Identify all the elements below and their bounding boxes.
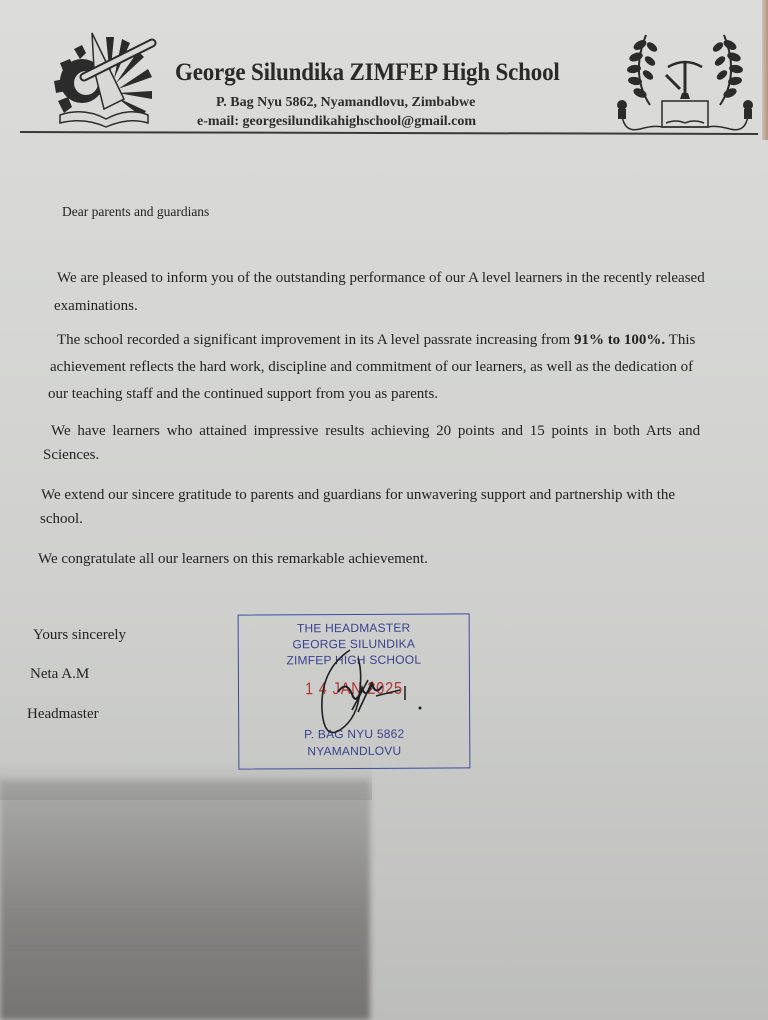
laurel-crest-logo-icon [610, 25, 760, 135]
paragraph-line: We have learners who attained impressive results achieving 20 points and 15 points in both Arts and [51, 423, 701, 439]
paragraph-line: achievement reflects the hard work, discipline and commitment of our learners, as well as the dedication of [50, 359, 694, 375]
stamp-town: NYAMANDLOVU [307, 743, 402, 759]
paragraph-text: The school recorded a significant improvement in its A level passrate increasing from [57, 332, 571, 348]
school-email: e-mail: georgesilundikahighschool@gmail.com [197, 114, 477, 129]
page-edge [762, 0, 768, 140]
signatory-title: Headmaster [27, 706, 99, 722]
paragraph-line: We congratulate all our learners on this remarkable achievement. [38, 551, 428, 567]
stamp-date: 1 4 JAN 2025 [305, 678, 403, 699]
school-name: George Silundika ZIMFEP High School [175, 59, 560, 86]
salutation: Dear parents and guardians [62, 204, 210, 219]
gear-book-logo-icon [44, 29, 164, 129]
paragraph-line: Sciences. [43, 447, 100, 463]
signature-icon [280, 630, 440, 750]
passrate-highlight: 91% to 100%. [573, 332, 666, 348]
signatory-name: Neta A.M [30, 666, 90, 682]
stamp-school: GEORGE SILUNDIKA [292, 636, 416, 652]
paragraph-line: our teaching staff and the continued support from you as parents. [48, 386, 439, 402]
paragraph-line: examinations. [54, 298, 138, 314]
closing: Yours sincerely [33, 627, 127, 643]
stamp-title: THE HEADMASTER [296, 620, 411, 636]
paragraph-line [57, 332, 695, 349]
paragraph-line: We extend our sincere gratitude to parents and guardians for unwavering support and partnership with the [41, 487, 676, 503]
school-address: P. Bag Nyu 5862, Nyamandlovu, Zimbabwe [216, 95, 476, 110]
paragraph-line: school. [40, 511, 83, 527]
paragraph-text: This [665, 332, 696, 348]
stamp-address: P. BAG NYU 5862 [304, 726, 405, 742]
letterhead [20, 25, 760, 140]
page-shadow [0, 780, 370, 1020]
stamp-school-type: ZIMFEP HIGH SCHOOL [286, 652, 422, 668]
paragraph-line: We are pleased to inform you of the outstanding performance of our A level learners in the recently released [57, 270, 705, 286]
